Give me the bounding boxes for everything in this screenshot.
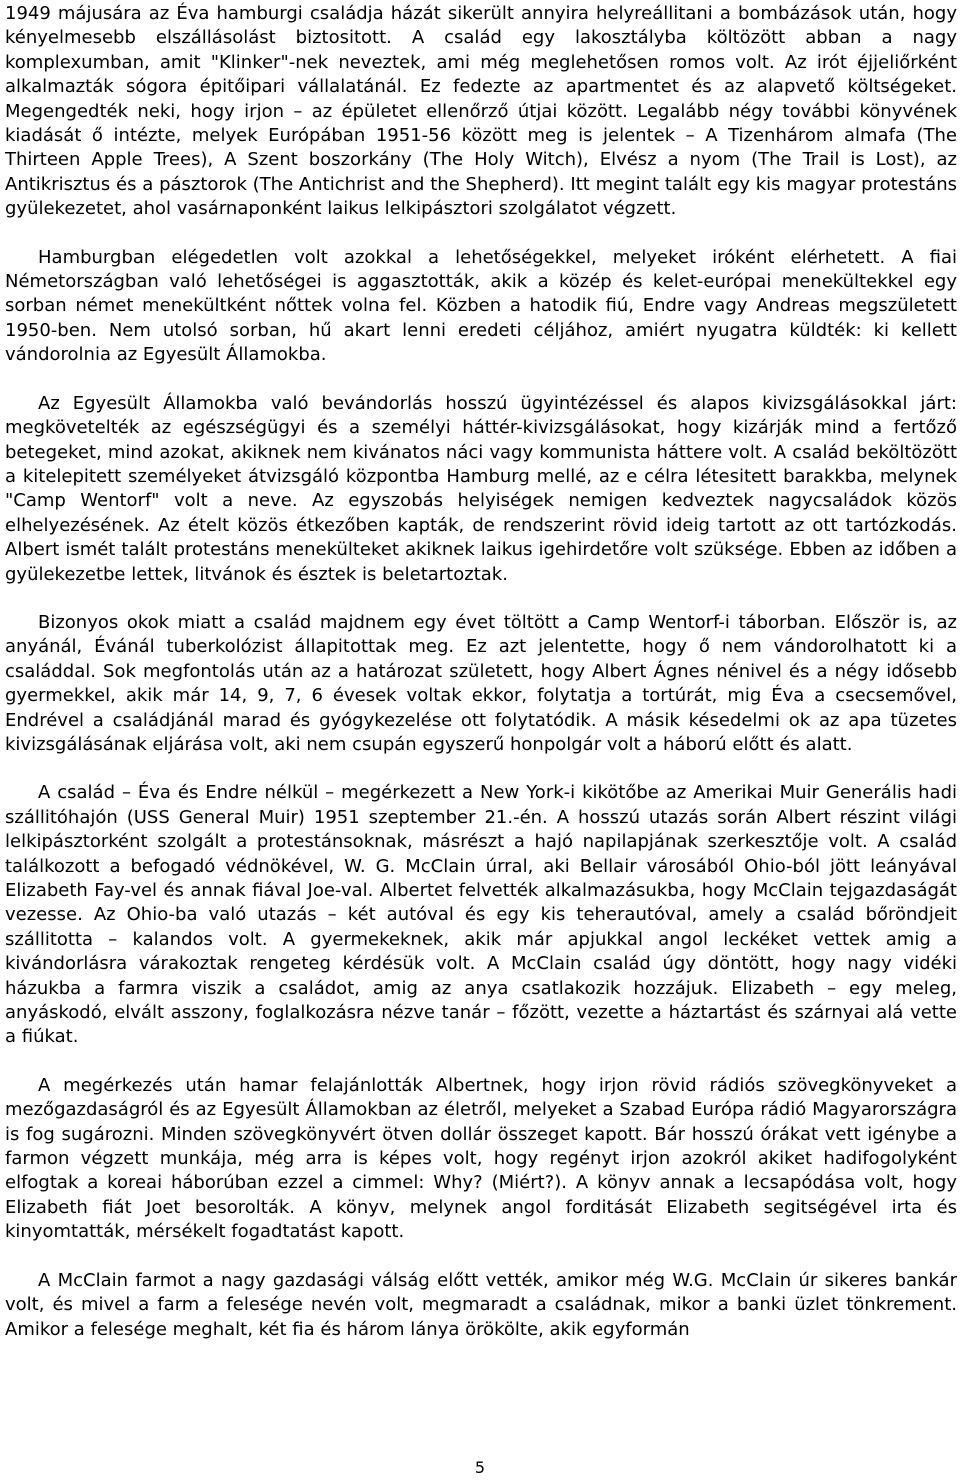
paragraph-1: 1949 májusára az Éva hamburgi családja házát sikerült annyira helyreállitani a bombázások után, hogy kényelmesebb elszállásolást biztositott. A család egy lakosztályba költözött abban a nagy komplexumban, amit "Klinker"-nek neveztek, ami még meglehetősen romos volt. Az irót éjjeliőrként alkalmazták sógora épitőipari vállalatánál. Ez fedezte az apartmentet és az alapvető költségeket. Megengedték neki, hogy irjon – az épületet ellenőrző útjai között. Legalább négy további könyvének kiadását ő intézte, melyek Európában 1951-56 között meg is jelentek – A Tizenhárom almafa (The Thirteen Apple Trees), A Szent boszorkány (The Holy Witch), Elvész a nyom (The Trail is Lost), az Antikrisztus és a pásztorok (The Antichrist and the Shepherd). Itt megint talált egy kis magyar protestáns gyülekezetet, ahol vasárnaponként laikus lelkipásztori szolgálatot végzett. <box>5 3 957 220</box>
page-number: 5 <box>474 1458 486 1477</box>
paragraph-5: A család – Éva és Endre nélkül – megérkezett a New York-i kikötőbe az Amerikai Muir Generális hadi szállitóhajón (USS General Muir) 1951 szeptember 21.-én. A hosszú utazás során Albert részint világi lelkipásztorként szolgált a protestánsoknak, másrészt a hajó napilapjának szerkesztője volt. A család találkozott a befogadó védnökével, W. G. McClain úrral, aki Bellair városából Ohio-ból jött leányával Elizabeth Fay-vel és annak fiával Joe-val. Albertet felvették alkalmazásukba, hogy McClain tejgazdaságát vezesse. Az Ohio-ba való utazás – két autóval és egy kis teherautóval, amely a család bőröndjeit szállitotta – kalandos volt. A gyermekeknek, akik már apjukkal angol leckéket vettek amig a kivándorlásra várakoztak rengeteg kérdésük volt. A McClain család úgy döntött, hogy nagy vidéki házukba a farmra viszik a családot, amig az anya csatlakozik hozzájuk. Elizabeth – egy meleg, anyáskodó, elvált asszony, foglalkozásra nézve tanár – főzött, vezette a háztartást és szárnyai alá vette a fiúkat. <box>5 782 957 1048</box>
paragraph-3: Az Egyesült Államokba való bevándorlás hosszú ügyintézéssel és alapos kivizsgálásokkal járt: megkövetelték az egészségügyi és a személyi háttér-kivizsgálásokat, hogy kizárják mind a fertőző betegeket, mind azokat, akiknek nem kivánatos náci vagy kommunista háttere volt. A család beköltözött a kitelepitett személyeket átvizsgáló központba Hamburg mellé, az e célra létesitett barakkba, melynek "Camp Wentorf" volt a neve. Az egyszobás helyiségek nemigen kedveztek nagycsaládok közös elhelyezésének. Az ételt közös étkezőben kapták, de rendszerint rövid ideig tartott az ott tartózkodás. Albert ismét talált protestáns menekülteket akiknek laikus igehirdetőre volt szüksége. Ebben az időben a gyülekezetbe lettek, litvánok és észtek is beletartoztak. <box>5 392 957 585</box>
paragraph-2: Hamburgban elégedetlen volt azokkal a lehetőségekkel, melyeket iróként elérhetett. A fiai Németországban való lehetőségei is aggasztották, akik a közép és kelet-európai menekültekkel egy sorban német menekültként nőttek volna fel. Közben a hatodik fiú, Endre vagy Andreas megszületett 1950-ben. Nem utolsó sorban, hű akart lenni eredeti céljához, amiért nyugatra küldték: ki kellett vándorolnia az Egyesült Államokba. <box>5 246 957 366</box>
paragraph-4: Bizonyos okok miatt a család majdnem egy évet töltött a Camp Wentorf-i táborban. Először is, az anyánál, Évánál tuberkolózist állapitottak meg. Ez azt jelentette, hogy ő nem vándorolhatott ki a családdal. Sok megfontolás után az a határozat született, hogy Albert Ágnes nénivel és a négy idősebb gyermekkel, akik már 14, 9, 7, 6 évesek voltak ekkor, folytatja a tortúrát, mig Éva a csecsemővel, Endrével a családjánál marad és gyógykezelése ott folytatódik. A másik késedelmi ok az apa tüzetes kivizsgálásának eljárása volt, aki nem csupán egyszerű honpolgár volt a háború előtt és alatt. <box>5 611 957 755</box>
paragraph-6: A megérkezés után hamar felajánlották Albertnek, hogy irjon rövid rádiós szövegkönyveket a mezőgazdaságról és az Egyesült Államokban az életről, melyeket a Szabad Európa rádió Magyarországra is fog sugározni. Minden szövegkönyvért ötven dollár összeget kapott. Bár hosszú órákat vett igénybe a farmon végzett munkája, még arra is képes volt, hogy regényt irjon azokról akiket hadifogolyként elfogtak a koreai háborúban ezzel a cimmel: Why? (Miért?). A könyv annak a lecsapódása volt, hogy Elizabeth fiát Joet besorolták. A könyv, melynek angol forditását Elizabeth segitségével irta és kinyomtatták, mérsékelt fogadtatást kapott. <box>5 1074 957 1243</box>
paragraph-7: A McClain farmot a nagy gazdasági válság előtt vették, amikor még W.G. McClain úr sikeres bankár volt, és mivel a farm a felesége nevén volt, megmaradt a családnak, mikor a banki üzlet tönkrement. Amikor a felesége meghalt, két fia és három lánya örökölte, akik egyformán <box>5 1269 957 1340</box>
